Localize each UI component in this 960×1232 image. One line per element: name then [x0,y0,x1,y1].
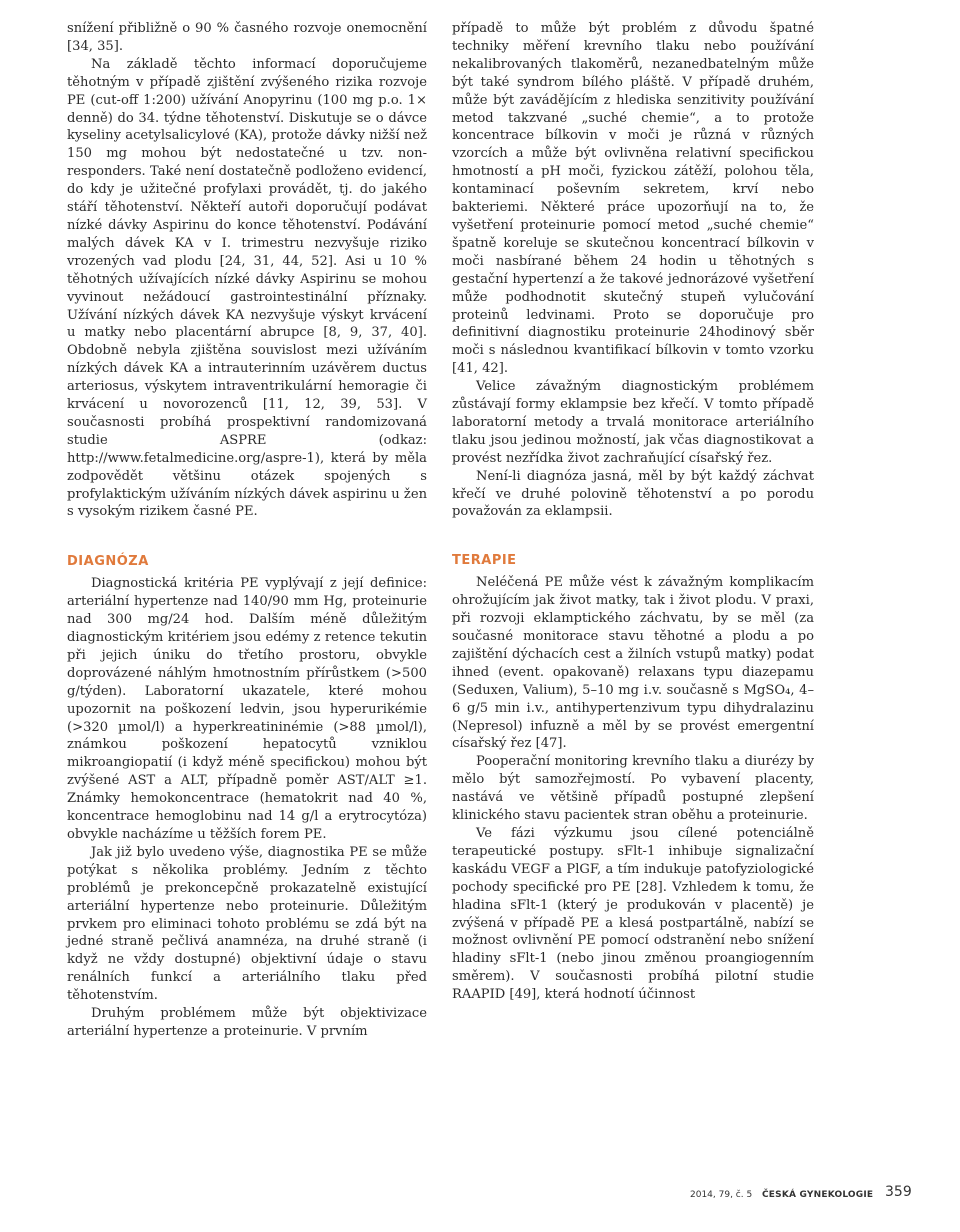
left-column [67,20,427,1041]
paragraph: Jak již bylo uvedeno výše, diagnostika PE se může potýkat s několika problémy. Jedním z těchto problémů je prekoncepčně prokazatelně existující arteriální hypertenze nebo proteinurie. Důležitým prvkem pro eliminaci tohoto problému se zdá být na jedné straně pečlivá anamnéza, na druhé straně (i když ne vždy dostupné) objektivní údaje o stavu renálních funkcí a arteriálního tlaku před těhotenstvím. [67,844,427,1004]
paragraph: případě to může být problém z důvodu špatné techniky měření krevního tlaku nebo používání nekalibrovaných tlakoměrů, nezanedbatelným může být také syndrom bílého pláště. V případě druhém, může být zavádějícím z hlediska senzitivity používání metod takzvané „suché chemie“, a to protože koncentrace bílkovin v moči je různá v různých vzorcích a může být ovlivněna relativní specifickou hmotností a pH moči, fyzickou zátěží, polohou těla, kontaminací poševním sekretem, krví nebo bakteriemi. Některé práce upozorňují na to, že vyšetření proteinurie pomocí metod „suché chemie“ špatně koreluje se skutečnou koncentrací bílkovin v moči nasbírané během 24 hodin u těhotných s gestační hypertenzí a že takové jednorázové vyšetření může podhodnotit skutečný stupeň vylučování proteinů ledvinami. Proto se doporučuje pro definitivní diagnostiku proteinurie 24hodinový sběr moči s následnou kvantifikací bílkovin v tomto vzorku [41, 42]. [452,21,814,377]
paragraph: Neléčená PE může vést k závažným komplikacím ohrožujícím jak život matky, tak i život plodu. V praxi, při rozvoji eklamptického záchvatu, by se měl (za současné monitorace stavu těhotné a plodu a po zajištění dýchacích cest a žilních vstupů matky) podat ihned (event. opakovaně) relaxans typu diazepamu (Seduxen, Valium), 5–10 mg i.v. současně s MgSO₄, 4–6 g/5 min i.v., antihypertenzivum typu dihydralazinu (Nepresol) infuzně a měl by se provést emergentní císařský řez [47]. [452,575,814,752]
paragraph: Druhým problémem může být objektivizace arteriální hypertenze a proteinurie. V prvním [67,1006,427,1039]
journal-name: ČESKÁ GYNEKOLOGIE [762,1190,874,1200]
right-column [452,20,814,1004]
paragraph: Pooperační monitoring krevního tlaku a diurézy by mělo být samozřejmostí. Po vybavení placenty, nastává ve většině případů postupné zlepšení klinického stavu pacientek stran oběhu a proteinurie. [452,754,814,824]
section-heading-diagnoza: DIAGNÓZA [67,554,149,570]
issue-info: 2014, 79, č. 5 [690,1190,753,1200]
paragraph: snížení přibližně o 90 % časného rozvoje onemocnění [34, 35]. [67,21,427,54]
page-number: 359 [885,1184,912,1200]
paragraph: Na základě těchto informací doporučujeme těhotným v případě zjištění zvýšeného rizika rozvoje PE (cut-off 1:200) užívání Anopyrinu (100 mg p.o. 1× denně) do 34. týdne těhotenství. Diskutuje se o dávce kyseliny acetylsalicylové (KA), protože dávky nižší než 150 mg mohou být nedostatečné u tzv. non-responders. Také není dostatečně podloženo evidencí, do kdy je užitečné profylaxi provádět, tj. do jakého stáří těhotenství. Někteří autoři doporučují podávat nízké dávky Aspirinu do konce těhotenství. Podávání malých dávek KA v I. trimestru nezvyšuje riziko vrozených vad plodu [24, 31, 44, 52]. Asi u 10 % těhotných užívajících nízké dávky Aspirinu se mohou vyvinout nežádoucí gastrointestinální příznaky. Užívání nízkých dávek KA nezvyšuje výskyt krvácení u matky nebo placentární abrupce [8, 9, 37, 40]. Obdobně nebyla zjištěna souvislost mezi užíváním nízkých dávek KA a intrauterinním uzávěrem ductus arteriosus, výskytem intraventrikulární hemoragie či krvácení u novorozenců [11, 12, 39, 53]. V současnosti probíhá prospektivní randomizovaná studie ASPRE (odkaz: http://www.fetalmedicine.org/aspre-1), která by měla zodpovědět většinu otázek spojených s profylaktickým užíváním nízkých dávek aspirinu u žen s vysokým rizikem časné PE. [67,56,427,520]
paragraph: Velice závažným diagnostickým problémem zůstávají formy eklampsie bez křečí. V tomto případě laboratorní metody a trvalá monitorace arteriálního tlaku jsou jedinou možností, jak včas diagnostikovat a provést nezřídka život zachraňující císařský řez. [452,379,814,466]
section-heading-terapie: TERAPIE [452,553,517,569]
paragraph: Diagnostická kritéria PE vyplývají z její definice: arteriální hypertenze nad 140/90 mm Hg, proteinurie nad 300 mg/24 hod. Dalším méně důležitým diagnostickým kritériem jsou edémy z retence tekutin při jejich úniku do třetího prostoru, obvykle doprovázené náhlým hmotnostním přírůstkem (>500 g/týden). Laboratorní ukazatele, které mohou upozornit na poškození ledvin, jsou hyperurikémie (>320 µmol/l) a hyperkreatininémie (>88 µmol/l), známkou poškození hepatocytů vzniklou mikroangiopatií (i když méně specifickou) mohou být zvýšené AST a ALT, případně poměr AST/ALT ≥1. Známky hemokoncentrace (hematokrit nad 40 %, koncentrace hemoglobinu nad 14 g/l a erytrocytóza) obvykle nacházíme u těžších forem PE. [67,576,427,842]
paragraph: Ve fázi výzkumu jsou cílené potenciálně terapeutické postupy. sFlt-1 inhibuje signalizační kaskádu VEGF a PlGF, a tím indukuje patofyziologické pochody specifické pro PE [28]. Vzhledem k tomu, že hladina sFlt-1 (který je produkován v placentě) je zvýšená v případě PE a klesá postpartálně, nabízí se možnost ovlivnění PE pomocí odstranění nebo snížení hladiny sFlt-1 (nebo jinou změnou proangiogenním směrem). V současnosti probíhá pilotní studie RAAPID [49], která hodnotí účinnost [452,825,814,1003]
paragraph: Není-li diagnóza jasná, měl by být každý záchvat křečí ve druhé polovině těhotenství a po porodu považován za eklampsii. [452,468,814,520]
